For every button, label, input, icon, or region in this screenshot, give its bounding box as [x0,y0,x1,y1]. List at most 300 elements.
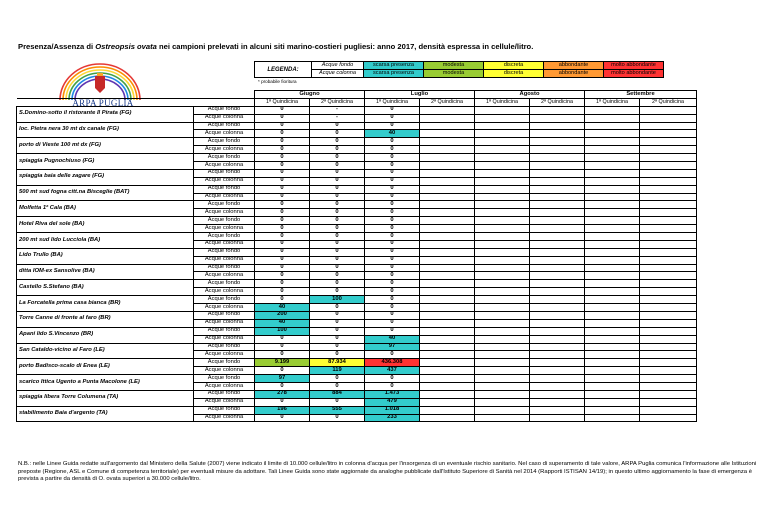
density-value [530,327,585,335]
sample-type: Acque colonna [194,319,255,327]
density-value: 0 [310,304,365,312]
density-value [475,209,530,217]
sample-type: Acque colonna [194,225,255,233]
quindicina-header: 2ª Quindicina [640,98,697,106]
quindicina-header: 2ª Quindicina [530,98,585,106]
density-value: 0 [255,177,310,185]
density-value: 0 [310,162,365,170]
density-value: 0 [310,240,365,248]
density-value: 0 [255,256,310,264]
density-value: 0 [255,138,310,146]
density-value: 0 [255,106,310,114]
density-value: 0 [255,248,310,256]
density-value [640,311,697,319]
site-name: Molfetta 1ª Cala (BA) [17,201,194,217]
site-name: loc. Pietra nera 30 mt dx canale (FG) [17,122,194,138]
density-value: 0 [310,311,365,319]
density-value [585,288,640,296]
legend-swatch: molto abbondante [604,62,664,70]
site-name: Castello S.Stefano (BA) [17,280,194,296]
density-value [585,335,640,343]
sample-type: Acque fondo [194,217,255,225]
density-value: 0 [310,138,365,146]
density-value [420,390,475,398]
density-value [420,319,475,327]
density-value [530,272,585,280]
density-value [585,398,640,406]
density-value [475,272,530,280]
density-value: 0 [255,280,310,288]
density-value: 0 [255,130,310,138]
density-value [475,138,530,146]
density-value [640,225,697,233]
site-name: spiaggia Pugnochiuso (FG) [17,154,194,170]
sample-type: Acque colonna [194,398,255,406]
density-value: 0 [365,296,420,304]
density-value [475,327,530,335]
table-row [17,233,697,241]
table-row [17,122,697,130]
density-value [420,122,475,130]
density-value: 196 [255,406,310,414]
density-value [475,359,530,367]
density-value [640,162,697,170]
density-value [640,414,697,422]
density-value [475,288,530,296]
density-value [640,114,697,122]
density-value: 0 [255,154,310,162]
density-value [475,248,530,256]
density-value [475,185,530,193]
month-header-agosto: Agosto [475,91,585,99]
density-value: 0 [255,367,310,375]
density-value [530,169,585,177]
density-value: 0 [310,209,365,217]
density-value: 0 [365,280,420,288]
site-name: S.Domino-sotto il ristorante Il Pirata (FG) [17,106,194,122]
density-value [640,201,697,209]
density-value [640,256,697,264]
density-value [475,130,530,138]
month-header-settembre: Settembre [585,91,697,99]
sample-type: Acque colonna [194,304,255,312]
density-value [420,193,475,201]
density-value [475,280,530,288]
density-value: 0 [365,169,420,177]
density-value [530,390,585,398]
sample-type: Acque fondo [194,233,255,241]
density-value: 0 [255,272,310,280]
density-value: 0 [310,264,365,272]
table-row [17,406,697,414]
quindicina-header: 1ª Quindicina [255,98,310,106]
density-value [530,217,585,225]
density-value [530,359,585,367]
density-value [530,367,585,375]
density-value: 0 [255,185,310,193]
sample-type: Acque colonna [194,162,255,170]
density-value [420,343,475,351]
density-value [640,280,697,288]
density-value: 436.308 [365,359,420,367]
density-value [640,406,697,414]
density-value: 40 [255,304,310,312]
density-value: 0 [365,382,420,390]
site-name: Hotel Riva del sole (BA) [17,217,194,233]
table-row [17,248,697,256]
density-value: 0 [255,343,310,351]
density-value: 0 [365,319,420,327]
density-value [530,406,585,414]
density-value [475,367,530,375]
quindicina-header: 2ª Quindicina [310,98,365,106]
table-row [17,201,697,209]
sample-type: Acque fondo [194,106,255,114]
density-value: 0 [255,225,310,233]
density-value: 0 [255,169,310,177]
table-row [17,264,697,272]
density-value [640,138,697,146]
sample-type: Acque fondo [194,154,255,162]
density-value [475,177,530,185]
sample-type: Acque colonna [194,351,255,359]
density-value [640,382,697,390]
sample-type: Acque colonna [194,209,255,217]
legend-swatch: abbondante [544,70,604,78]
density-value [420,359,475,367]
quindicina-header: 1ª Quindicina [475,98,530,106]
density-value [585,233,640,241]
density-value [585,130,640,138]
density-value: 0 [255,264,310,272]
density-value [420,114,475,122]
density-value [530,375,585,383]
density-value: 0 [255,240,310,248]
density-value: 0 [255,193,310,201]
table-row [17,169,697,177]
density-value: 0 [365,138,420,146]
density-value [640,359,697,367]
density-value [475,304,530,312]
density-value [585,351,640,359]
density-value: 0 [255,398,310,406]
density-value [640,177,697,185]
density-value: 233 [365,414,420,422]
quindicina-header: 1ª Quindicina [365,98,420,106]
density-value: 1.473 [365,390,420,398]
density-value: 97 [365,343,420,351]
density-value: 555 [310,406,365,414]
density-value [530,122,585,130]
site-name: Torre Canne di fronte al faro (BR) [17,311,194,327]
table-row [17,311,697,319]
density-value: 0 [365,162,420,170]
density-value: 0 [365,225,420,233]
density-value [530,296,585,304]
density-value: 0 [365,288,420,296]
density-value: 0 [255,335,310,343]
sample-type: Acque fondo [194,264,255,272]
sample-type: Acque colonna [194,414,255,422]
density-value: 0 [365,272,420,280]
sample-type: Acque colonna [194,272,255,280]
sample-type: Acque fondo [194,185,255,193]
density-value: 0 [365,209,420,217]
density-value [640,106,697,114]
density-value: 0 [310,343,365,351]
density-value [640,343,697,351]
density-value [475,106,530,114]
density-value: 0 [310,193,365,201]
quindicina-header: 1ª Quindicina [585,98,640,106]
density-value [640,319,697,327]
density-value [420,162,475,170]
density-value: 0 [310,280,365,288]
density-value [585,240,640,248]
table-row [17,375,697,383]
density-value [475,406,530,414]
density-value [585,296,640,304]
table-row [17,280,697,288]
density-value [475,162,530,170]
density-value [530,311,585,319]
density-value: 0 [255,122,310,130]
density-value [640,240,697,248]
density-value [585,319,640,327]
site-name: San Cataldo-vicino al Faro (LE) [17,343,194,359]
density-value [475,154,530,162]
density-value: 9.199 [255,359,310,367]
density-value [420,146,475,154]
density-value [420,367,475,375]
density-value: - [310,106,365,114]
density-value: 0 [255,414,310,422]
density-value: 0 [365,248,420,256]
density-value: 0 [310,256,365,264]
density-value [530,146,585,154]
density-value: 0 [365,256,420,264]
density-value [530,319,585,327]
density-value [585,122,640,130]
table-row [17,106,697,114]
density-value [640,185,697,193]
density-value [585,217,640,225]
density-value: 0 [365,122,420,130]
density-value [640,272,697,280]
sample-type: Acque fondo [194,122,255,130]
density-value [420,106,475,114]
density-value [640,390,697,398]
density-value [530,154,585,162]
density-value [640,233,697,241]
density-value [420,296,475,304]
density-value [585,375,640,383]
density-value [420,382,475,390]
density-value: 0 [310,169,365,177]
sample-type: Acque colonna [194,240,255,248]
density-value [475,296,530,304]
density-value [420,138,475,146]
density-value: 100 [310,296,365,304]
density-value [475,122,530,130]
density-value: 200 [255,311,310,319]
sample-type: Acque colonna [194,367,255,375]
density-value [585,327,640,335]
density-value [585,367,640,375]
density-value: 0 [365,217,420,225]
density-value [420,256,475,264]
density-value: 0 [310,225,365,233]
density-value: 0 [365,114,420,122]
sample-type: Acque fondo [194,280,255,288]
density-value [530,343,585,351]
quindicina-header: 2ª Quindicina [420,98,475,106]
header-corner [17,91,255,99]
header-corner [17,98,255,106]
density-value [530,185,585,193]
density-value [530,193,585,201]
density-value [530,256,585,264]
density-value: 0 [310,375,365,383]
density-value: 40 [255,319,310,327]
density-value: 0 [365,264,420,272]
sample-type: Acque colonna [194,382,255,390]
density-value [420,217,475,225]
density-value: 0 [365,146,420,154]
density-value [585,154,640,162]
sample-type: Acque colonna [194,146,255,154]
density-value: 0 [310,327,365,335]
density-value [420,398,475,406]
density-value [475,335,530,343]
density-value [585,138,640,146]
density-value: 0 [365,311,420,319]
density-value [420,375,475,383]
density-value [530,130,585,138]
density-value [475,319,530,327]
density-value [530,264,585,272]
density-value: - [310,114,365,122]
sample-type: Acque colonna [194,114,255,122]
density-value: 0 [310,319,365,327]
data-table [16,90,697,422]
density-value [585,209,640,217]
legend-table [254,61,664,78]
footnote: N.B.: nelle Linee Guida redatte sull'argomento dal Ministero della Salute (2007) viene indicato il limite di 10.000 cellule/litro in colonna d'acqua per l'insorgenza di un eventuale rischio sanitario. Nel caso di superamento di tale valore, ARPA Puglia comunica l'informazione alle Istituzioni preposte (Regione, ASL e Comune di competenza territoriale) per eventuali misure da adottare. Tali Linee Guida sono state aggiornate da analoghe pubblicate dall'Istituto Superiore di Sanità nel 2014 (Rapporti ISTISAN 14/19); in questo ultimo aggiornamento la fase di emergenza è prevista a partire da densità di O. ovata superiori a 30.000 cellule/litro. [18,461,757,483]
logo-text: ARPA PUGLIA [72,98,134,108]
density-value [420,304,475,312]
density-value [585,185,640,193]
density-value [530,351,585,359]
density-value [585,414,640,422]
sample-type: Acque colonna [194,177,255,185]
density-value [420,209,475,217]
site-name: spiaggia libera Torre Columena (TA) [17,390,194,406]
density-value [420,414,475,422]
legend-note: * probabile fioritura [258,79,297,84]
month-header-luglio: Luglio [365,91,475,99]
density-value: 0 [310,351,365,359]
density-value: 0 [365,240,420,248]
density-value: 0 [310,185,365,193]
density-value: 100 [255,327,310,335]
density-value [475,256,530,264]
legend-row-type: Acque colonna [312,70,364,78]
table-row [17,185,697,193]
density-value [640,351,697,359]
table-row [17,138,697,146]
density-value [530,382,585,390]
density-value [585,311,640,319]
density-value [640,217,697,225]
legend-swatch: discreta [484,62,544,70]
density-value: 0 [255,288,310,296]
density-value: 0 [310,217,365,225]
density-value [585,272,640,280]
density-value [420,225,475,233]
density-value [640,327,697,335]
density-value: 0 [310,335,365,343]
density-value [640,367,697,375]
density-value [475,146,530,154]
legend-row-type: Acque fondo [312,62,364,70]
density-value [475,351,530,359]
density-value [475,225,530,233]
density-value [640,288,697,296]
density-value [585,106,640,114]
density-value: 0 [255,217,310,225]
density-value: 0 [255,351,310,359]
legend-swatch: scarsa presenza [364,70,424,78]
density-value [640,146,697,154]
density-value [475,240,530,248]
density-value [530,114,585,122]
density-value: 0 [365,351,420,359]
sample-type: Acque fondo [194,201,255,209]
density-value [640,122,697,130]
density-value [420,248,475,256]
density-value: 884 [310,390,365,398]
density-value: 0 [310,154,365,162]
density-value: 0 [310,248,365,256]
sample-type: Acque fondo [194,138,255,146]
density-value [530,201,585,209]
density-value: 437 [365,367,420,375]
density-value: 0 [310,233,365,241]
density-value [585,162,640,170]
sample-type: Acque fondo [194,296,255,304]
density-value [585,359,640,367]
density-value [475,264,530,272]
legend-swatch: discreta [484,70,544,78]
density-value: 0 [365,327,420,335]
density-value [585,406,640,414]
density-value [475,169,530,177]
density-value [530,138,585,146]
density-value [585,280,640,288]
density-value: 0 [310,122,365,130]
density-value [640,375,697,383]
site-name: stabilimento Baia d'argento (TA) [17,406,194,422]
density-value [475,343,530,351]
density-value: 0 [365,304,420,312]
density-value [420,406,475,414]
density-value [640,248,697,256]
month-header-giugno: Giugno [255,91,365,99]
legend-swatch: modesta [424,70,484,78]
density-value [530,225,585,233]
site-name: Lido Trullo (BA) [17,248,194,264]
